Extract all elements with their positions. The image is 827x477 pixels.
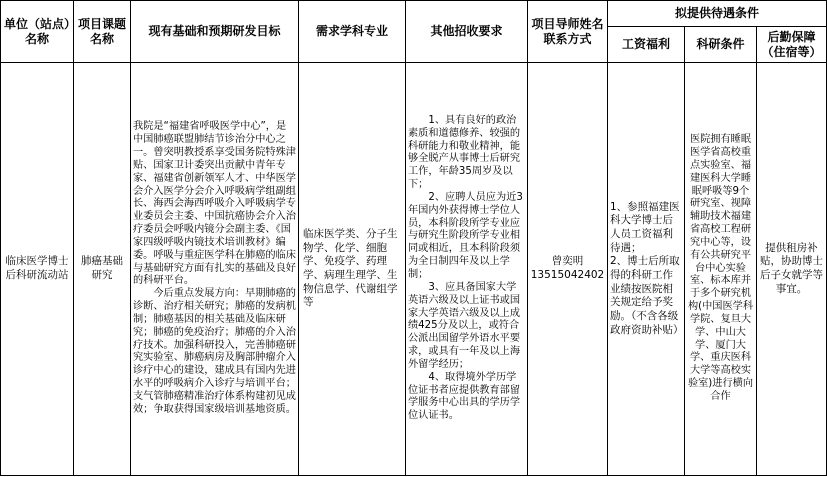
header-logistics: 后勤保障（住宿等）: [757, 27, 827, 63]
cell-mentor: [528, 63, 608, 476]
cell-project: 肺癌基础研究: [74, 63, 131, 476]
header-benefits-group: 拟提供待遇条件: [608, 1, 827, 27]
header-mentor: 项目导师姓名联系方式: [528, 1, 608, 63]
header-goals: 现有基础和预期研发目标: [131, 1, 299, 63]
table-row: [1, 63, 827, 476]
goals-text: 我院是“福建省呼吸医学中心”，是中国肺癌联盟肺结节诊治分中心之一。曾突明教授系享受国务院特殊津贴、国家卫计委突出贡献中青年专家、福建省创新领军人才、中华医学会介入医学分会介入呼吸病学组副组长、海西会海西呼吸介入呼吸病学专业委员会主委、中国抗癌协会介入治疗委员会呼吸内镜分会副主委、《国家四级呼吸内镜技术培训教材》编委。呼吸与重症医学科在肺癌的临床与基础研究方面有扎实的基础及良好的科研平台。 今后重点发展方向：早期肺癌的诊断、治疗相关研究；肺癌的发病机制；肺癌基因的相关基础及临床研究；肺癌的免疫治疗；肺癌的介入治疗技术。加强科研投入，完善肺癌研究实验室、肺癌病房及胸部肿瘤介入诊疗中心的建设，建成具有国内先进水平的呼吸病介入诊疗与培训平台；支气管肺癌精准治疗体系构建初见成效；争取获得国家级培训基地资质。: [133, 121, 296, 415]
cell-research: 医院拥有睡眠医学省高校重点实验室、福建医科大学睡眠呼吸等9个研究室、视障辅助技术福建省高校工程研究中心等，设有公共研究平台中心实验室、标本库并于多个研究机构(中国医学科学院、复旦大学、中山大学、厦门大学、重庆医科大学等高校实验室)进行横向合作: [685, 63, 757, 476]
mentor-phone: 13515042402: [530, 269, 605, 281]
salary-text: 1、参照福建医科大学博士后人员工资福利待遇； 2、博士后所取得的科研工作业绩按医院相关规定给予奖励。（不含各级政府资助补贴）: [610, 200, 684, 336]
header-salary: 工资福利: [608, 27, 685, 63]
header-discipline: 需求学科专业: [299, 1, 406, 63]
header-unit: 单位（站点）名称: [1, 1, 74, 63]
header-requirements: 其他招收要求: [406, 1, 528, 63]
requirements-text: 1、具有良好的政治素质和道德修养、较强的科研能力和敬业精神，能够全脱产从事博士后研究工作，年龄35周岁及以下； 2、应聘人员应为近3年国内外获得博士学位人员，本科阶段所学专业应与研究生阶段所学专业相同或相近，且本科阶段须为全日制四年及以上学制； 3、应具备国家大学英语六级及以上证书或国家大学英语六级及以上成绩425分及以上，或符合公派出国留学外语水平要求，或具有一年及以上海外留学经历； 4、取得境外学历学位证书者应提供教育部留学服务中心出具的学历学位认证书。: [408, 114, 523, 422]
cell-salary: [608, 63, 685, 476]
cell-logistics: 提供租房补贴，协助博士后子女就学等事宜。: [757, 63, 827, 476]
cell-discipline: 临床医学类、分子生物学、化学、细胞学、免疫学、药理学、病理生理学、生物信息学、代谢组学等: [299, 63, 406, 476]
cell-requirements: [406, 63, 528, 476]
header-project: 项目课题名称: [74, 1, 131, 63]
header-research: 科研条件: [685, 27, 757, 63]
mentor-name: 曾奕明: [551, 255, 584, 268]
cell-goals: [131, 63, 299, 476]
cell-unit: 临床医学博士后科研流动站: [1, 63, 74, 476]
